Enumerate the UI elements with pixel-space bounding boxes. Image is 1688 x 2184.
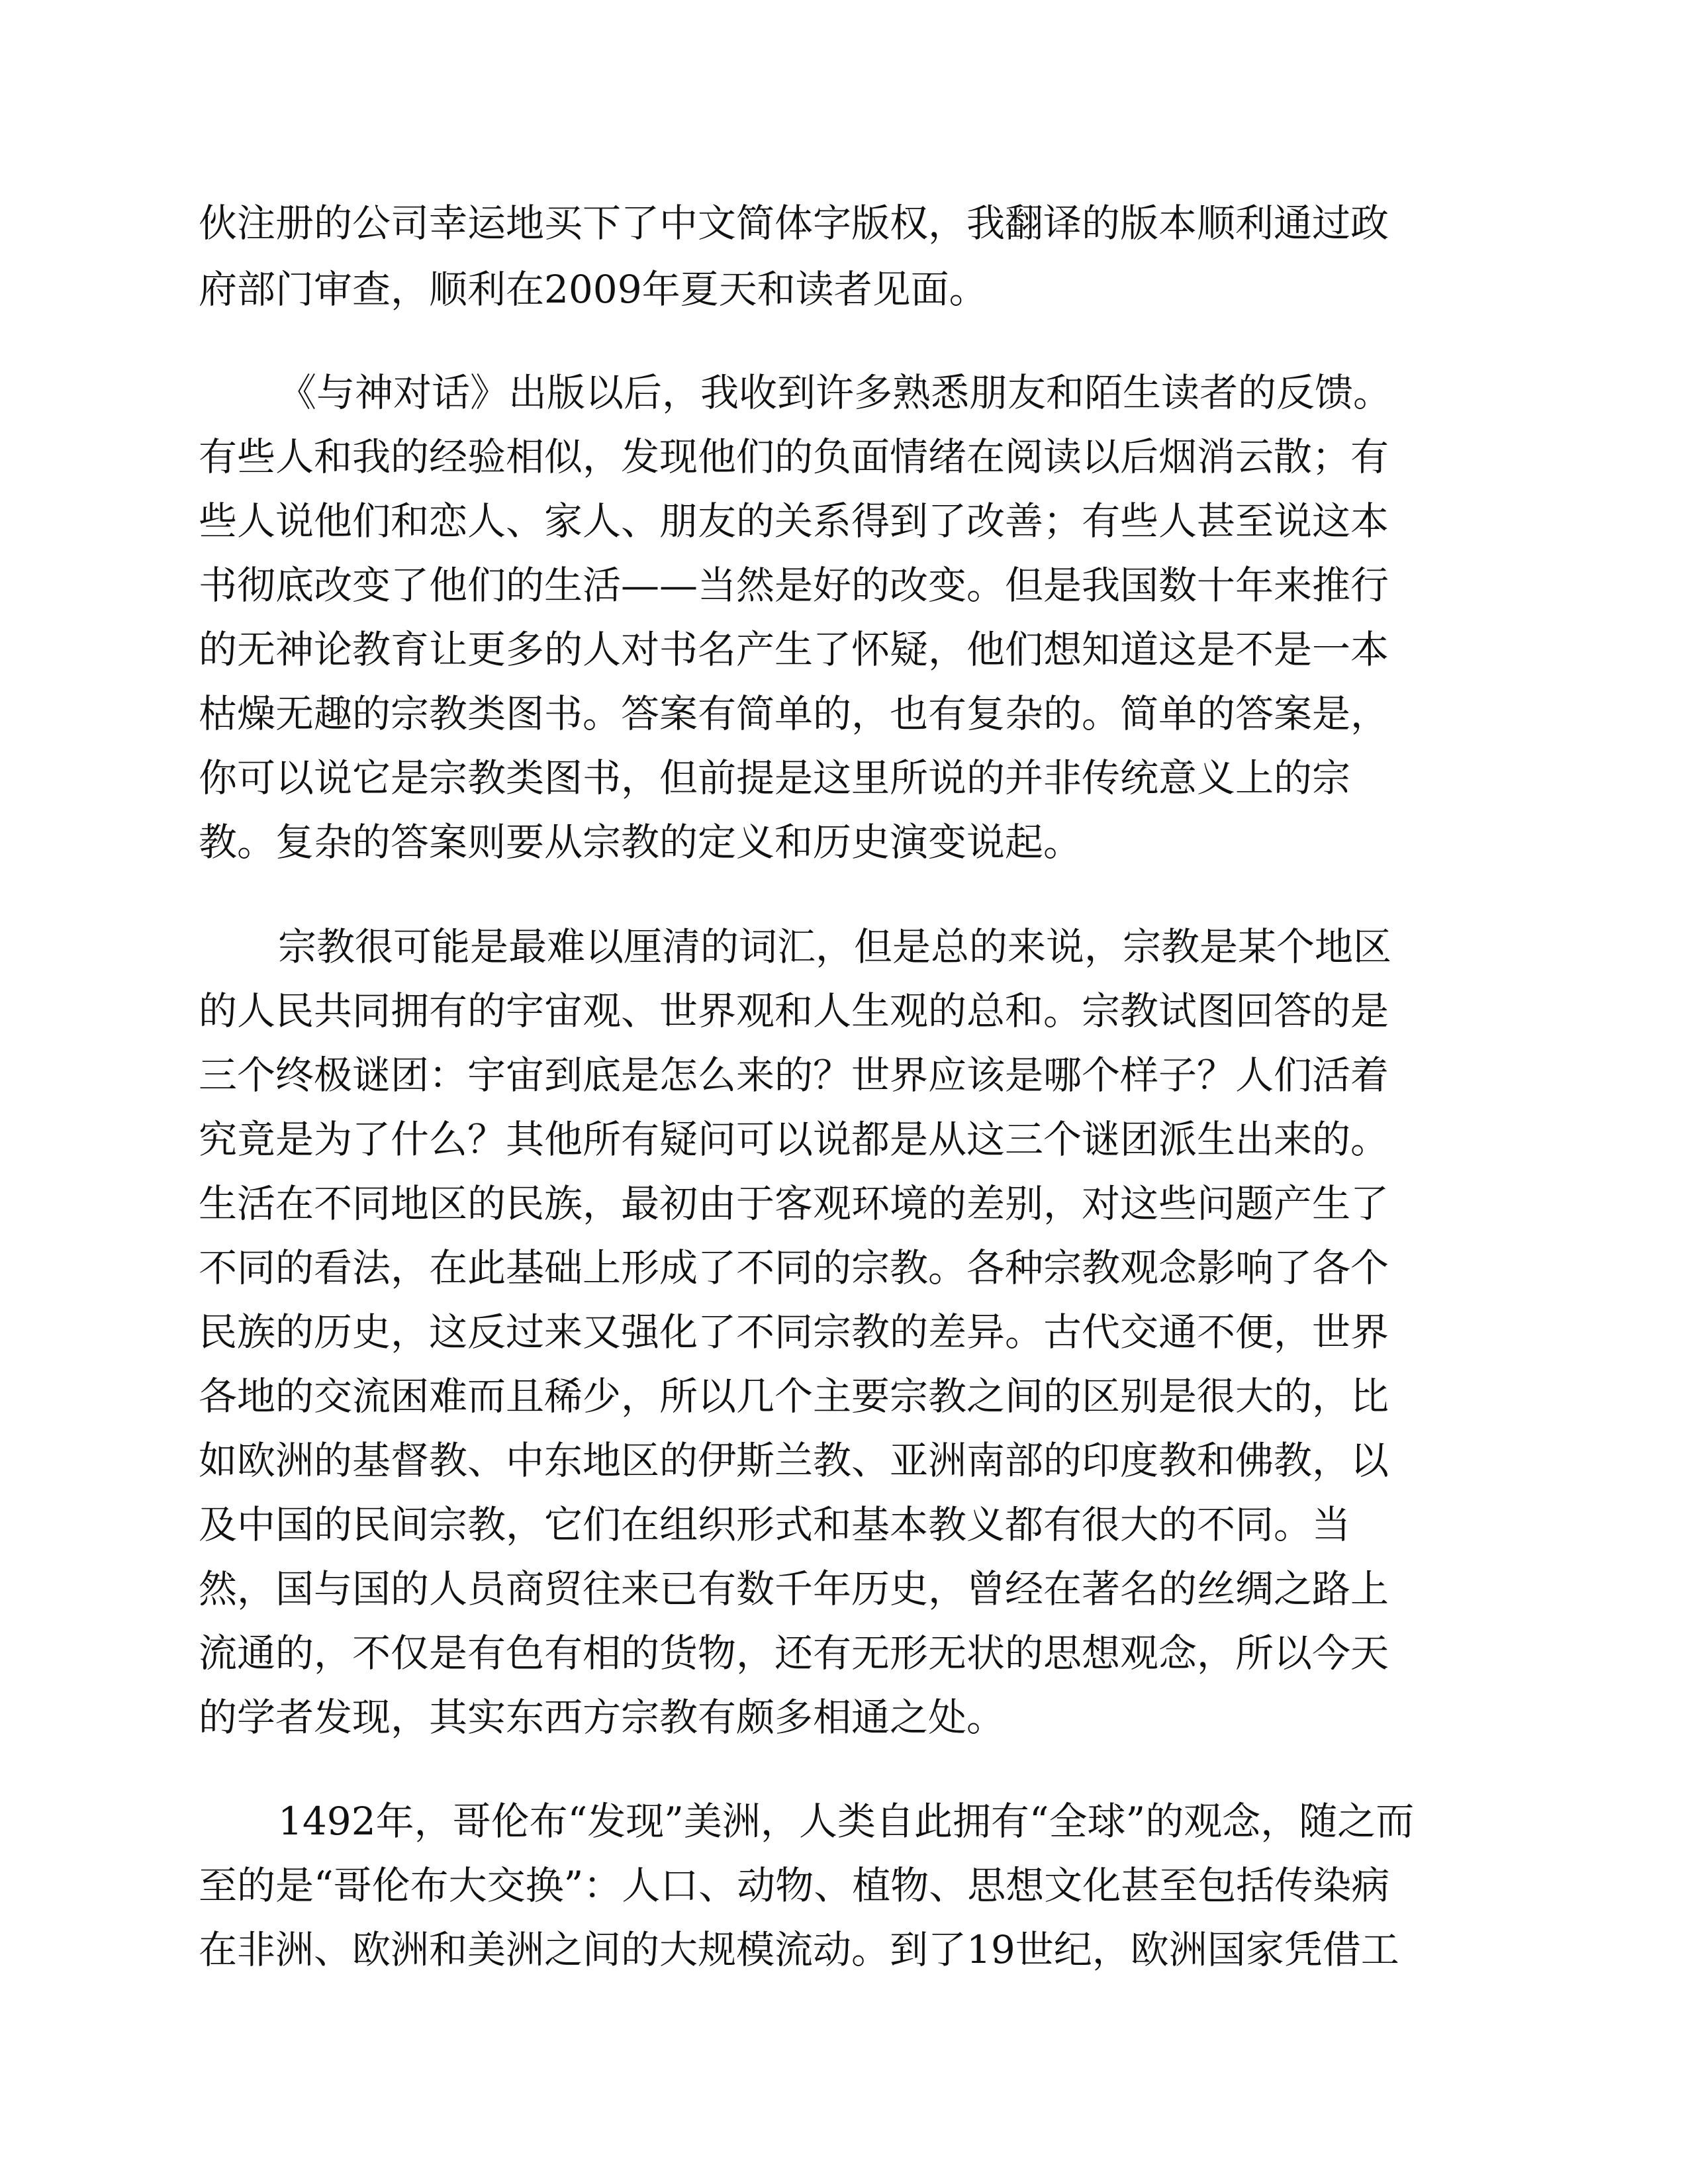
text-line: 有些人和我的经验相似，发现他们的负面情绪在阅读以后烟消云散；有 — [199, 434, 1389, 479]
text-line: 然，国与国的人员商贸往来已有数千年历史，曾经在著名的丝绸之路上 — [199, 1566, 1389, 1611]
text-line: 民族的历史，这反过来又强化了不同宗教的差异。古代交通不便，世界 — [199, 1309, 1389, 1354]
text-line: 在非洲、欧洲和美洲之间的大规模流动。到了19世纪，欧洲国家凭借工 — [199, 1927, 1399, 1972]
text-line: 的人民共同拥有的宇宙观、世界观和人生观的总和。宗教试图回答的是 — [199, 988, 1389, 1033]
text-line: 府部门审查，顺利在2009年夏天和读者见面。 — [199, 267, 988, 312]
text-line: 《与神对话》出版以后，我收到许多熟悉朋友和陌生读者的反馈。 — [278, 370, 1392, 415]
text-line: 究竟是为了什么？其他所有疑问可以说都是从这三个谜团派生出来的。 — [199, 1117, 1389, 1162]
text-line: 枯燥无趣的宗教类图书。答案有简单的，也有复杂的。简单的答案是， — [199, 691, 1389, 736]
text-line: 的无神论教育让更多的人对书名产生了怀疑，他们想知道这是不是一本 — [199, 627, 1389, 672]
text-line: 书彻底改变了他们的生活——当然是好的改变。但是我国数十年来推行 — [199, 563, 1389, 608]
text-line: 1492年，哥伦布“发现”美洲，人类自此拥有“全球”的观念，随之而 — [278, 1799, 1415, 1844]
text-line: 至的是“哥伦布大交换”：人口、动物、植物、思想文化甚至包括传染病 — [199, 1863, 1390, 1908]
text-line: 三个终极谜团：宇宙到底是怎么来的？世界应该是哪个样子？人们活着 — [199, 1053, 1389, 1098]
text-line: 不同的看法，在此基础上形成了不同的宗教。各种宗教观念影响了各个 — [199, 1245, 1389, 1290]
text-line: 各地的交流困难而且稀少，所以几个主要宗教之间的区别是很大的，比 — [199, 1374, 1389, 1419]
text-line: 你可以说它是宗教类图书，但前提是这里所说的并非传统意义上的宗 — [199, 755, 1351, 800]
text-line: 宗教很可能是最难以厘清的词汇，但是总的来说，宗教是某个地区 — [278, 924, 1392, 969]
text-line: 些人说他们和恋人、家人、朋友的关系得到了改善；有些人甚至说这本 — [199, 499, 1389, 544]
text-line: 生活在不同地区的民族，最初由于客观环境的差别，对这些问题产生了 — [199, 1181, 1389, 1226]
text-line: 的学者发现，其实东西方宗教有颇多相通之处。 — [199, 1695, 1006, 1740]
text-line: 教。复杂的答案则要从宗教的定义和历史演变说起。 — [199, 820, 1082, 865]
text-line: 流通的，不仅是有色有相的货物，还有无形无状的思想观念，所以今天 — [199, 1631, 1389, 1676]
text-line: 如欧洲的基督教、中东地区的伊斯兰教、亚洲南部的印度教和佛教，以 — [199, 1438, 1389, 1483]
text-line: 及中国的民间宗教，它们在组织形式和基本教义都有很大的不同。当 — [199, 1502, 1351, 1547]
text-line: 伙注册的公司幸运地买下了中文简体字版权，我翻译的版本顺利通过政 — [199, 201, 1389, 246]
